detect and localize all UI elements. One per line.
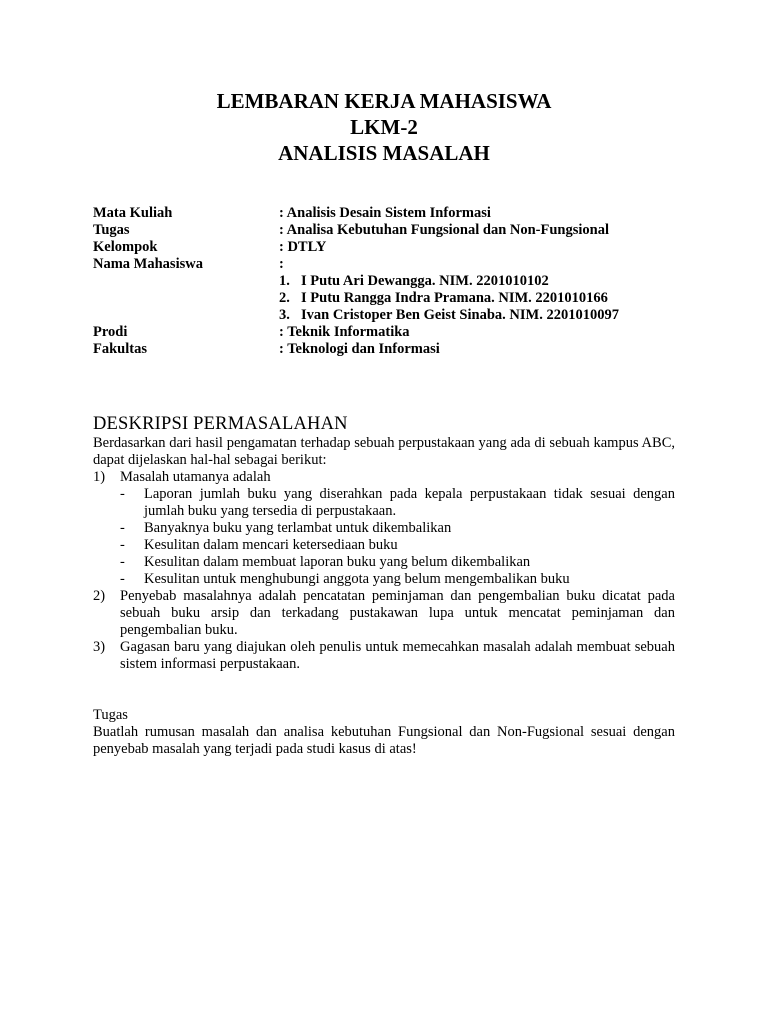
member-number: 3. xyxy=(279,307,290,323)
list-marker: 3) xyxy=(93,639,106,655)
member-text: Ivan Cristoper Ben Geist Sinaba. NIM. 2201010097 xyxy=(301,307,619,323)
info-label: Tugas xyxy=(93,222,130,238)
info-label: Nama Mahasiswa xyxy=(93,256,203,272)
doc-title-line1: LEMBARAN KERJA MAHASISWA xyxy=(216,89,552,113)
sub-item-text: Banyaknya buku yang terlambat untuk dikembalikan xyxy=(144,520,452,536)
sub-item-text: Kesulitan dalam membuat laporan buku yang belum dikembalikan xyxy=(144,554,531,570)
dash-marker: - xyxy=(120,486,125,502)
info-value: : Teknik Informatika xyxy=(279,324,410,340)
dash-marker: - xyxy=(120,537,125,553)
member-text: I Putu Rangga Indra Pramana. NIM. 2201010166 xyxy=(301,290,608,306)
intro-paragraph: Berdasarkan dari hasil pengamatan terhadap sebuah perpustakaan yang ada di sebuah kampus ABC, dapat dijelaskan hal-hal sebagai berikut: xyxy=(93,435,675,468)
list-marker: 1) xyxy=(93,469,106,485)
dash-marker: - xyxy=(120,520,125,536)
list-marker: 2) xyxy=(93,588,106,604)
member-number: 1. xyxy=(279,273,290,289)
info-value: : Analisis Desain Sistem Informasi xyxy=(279,205,491,221)
member-text: I Putu Ari Dewangga. NIM. 2201010102 xyxy=(301,273,549,289)
info-label: Kelompok xyxy=(93,239,158,255)
doc-title-line2: LKM-2 xyxy=(350,115,418,139)
sub-item-text: Kesulitan dalam mencari ketersediaan buku xyxy=(144,537,398,553)
section-heading: DESKRIPSI PERMASALAHAN xyxy=(93,414,348,434)
info-label: Prodi xyxy=(93,324,128,340)
dash-marker: - xyxy=(120,571,125,587)
task-label: Tugas xyxy=(93,707,128,723)
dash-marker: - xyxy=(120,554,125,570)
info-value: : DTLY xyxy=(279,239,327,255)
member-number: 2. xyxy=(279,290,290,306)
sub-item-text: Laporan jumlah buku yang diserahkan pada kepala perpustakaan tidak sesuai dengan jumlah buku yang tersedia di perpustakaan. xyxy=(144,486,675,519)
doc-title-line3: ANALISIS MASALAH xyxy=(278,141,490,165)
task-paragraph: Buatlah rumusan masalah dan analisa kebutuhan Fungsional dan Non-Fugsional sesuai dengan penyebab masalah yang terjadi pada studi kasus di atas! xyxy=(93,724,675,757)
info-label: Mata Kuliah xyxy=(93,205,173,221)
info-label: Fakultas xyxy=(93,341,147,357)
info-value: : Teknologi dan Informasi xyxy=(279,341,440,357)
list-text: Masalah utamanya adalah xyxy=(120,469,271,485)
sub-item-text: Kesulitan untuk menghubungi anggota yang belum mengembalikan buku xyxy=(144,571,570,587)
list-text: Gagasan baru yang diajukan oleh penulis untuk memecahkan masalah adalah membuat sebuah sistem informasi perpustakaan. xyxy=(120,639,675,672)
info-value: : xyxy=(279,256,284,272)
info-value: : Analisa Kebutuhan Fungsional dan Non-Fungsional xyxy=(279,222,609,238)
list-text: Penyebab masalahnya adalah pencatatan peminjaman dan pengembalian buku dicatat pada sebuah buku arsip dan terkadang pustakawan lupa untuk mencatat peminjaman dan pengembalian buku. xyxy=(120,588,675,638)
